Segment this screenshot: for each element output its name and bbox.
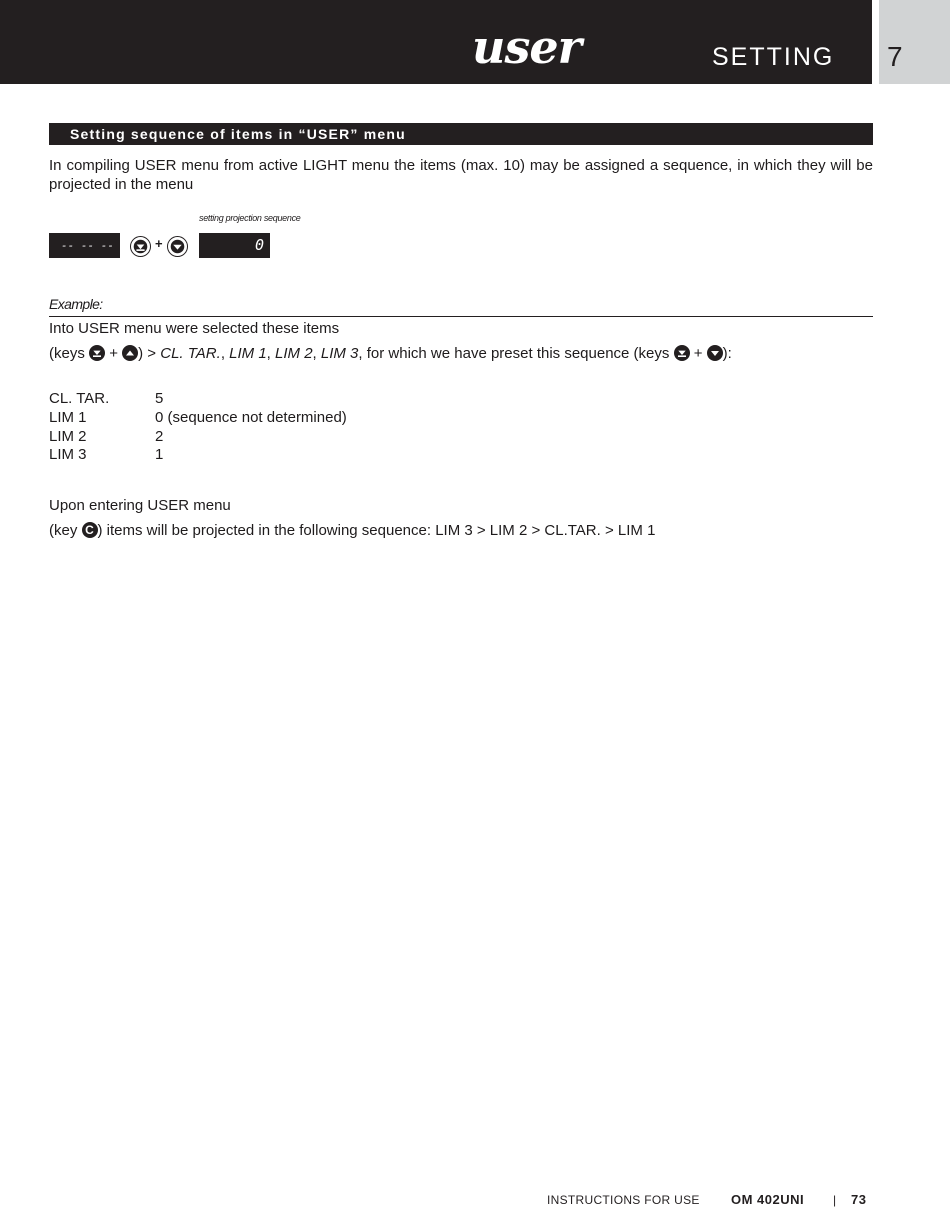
footer-model: OM 402UNI xyxy=(731,1192,805,1207)
table-item-name: LIM 3 xyxy=(49,446,87,463)
footer-separator: | xyxy=(833,1193,837,1207)
menu-key-icon xyxy=(89,345,105,361)
item-separator: , xyxy=(358,345,363,362)
keys-open-text: (keys xyxy=(49,345,85,362)
item-lim-1: LIM 1 xyxy=(229,345,267,362)
intro-paragraph: In compiling USER menu from active LIGHT menu the items (max. 10) may be assigned a sequence, in which they will be projected in the menu xyxy=(49,157,873,193)
table-item-name: CL. TAR. xyxy=(49,390,110,407)
table-item-value: 5 xyxy=(155,390,164,407)
item-separator: , xyxy=(220,345,225,362)
plus-text: + xyxy=(109,345,118,362)
menu-key-icon xyxy=(674,345,690,361)
outro-line-2 xyxy=(49,521,655,541)
up-arrow-key-icon xyxy=(122,345,138,361)
sequence-text: ) items will be projected in the following sequence: LIM 3 > LIM 2 > CL.TAR. > LIM 1 xyxy=(97,522,656,539)
item-separator: , xyxy=(266,345,271,362)
down-arrow-key-icon xyxy=(707,345,723,361)
page-number: 73 xyxy=(851,1192,867,1207)
item-lim-3: LIM 3 xyxy=(320,345,359,362)
header-section-title: SETTING xyxy=(712,43,835,71)
footer-text: INSTRUCTIONS FOR USE xyxy=(547,1193,700,1207)
item-cl-tar: CL. TAR. xyxy=(160,345,221,362)
item-lim-2: LIM 2 xyxy=(275,345,313,362)
menu-key-icon xyxy=(130,236,151,257)
down-arrow-key-icon xyxy=(167,236,188,257)
user-logo: user xyxy=(472,20,581,74)
display-dashes: -- -- -- xyxy=(49,233,120,258)
c-key-icon: C xyxy=(82,522,98,538)
table-item-name: LIM 2 xyxy=(49,428,87,445)
example-line-2 xyxy=(49,344,732,364)
table-item-value: 0 (sequence not determined) xyxy=(155,409,347,426)
table-item-value: 1 xyxy=(155,446,164,463)
example-line-1: Into USER menu were selected these items xyxy=(49,320,340,337)
example-rule xyxy=(49,316,873,317)
keys-close-text: ) > xyxy=(138,345,157,362)
plus-text: + xyxy=(693,345,703,362)
display-zero: 0 xyxy=(199,233,270,258)
table-item-value: 2 xyxy=(155,428,164,445)
chapter-number: 7 xyxy=(887,41,903,72)
section-title: Setting sequence of items in “USER” menu xyxy=(70,126,406,142)
plus-sign: + xyxy=(155,236,163,251)
end-text: ): xyxy=(722,345,732,362)
item-separator: , xyxy=(312,345,317,362)
diagram-caption: setting projection sequence xyxy=(199,213,301,223)
preset-text: for which we have preset this sequence (keys xyxy=(366,345,670,362)
example-label: Example: xyxy=(49,296,103,312)
table-item-name: LIM 1 xyxy=(49,409,87,426)
outro-line-1: Upon entering USER menu xyxy=(49,497,231,514)
key-open-text: (key xyxy=(49,522,78,539)
